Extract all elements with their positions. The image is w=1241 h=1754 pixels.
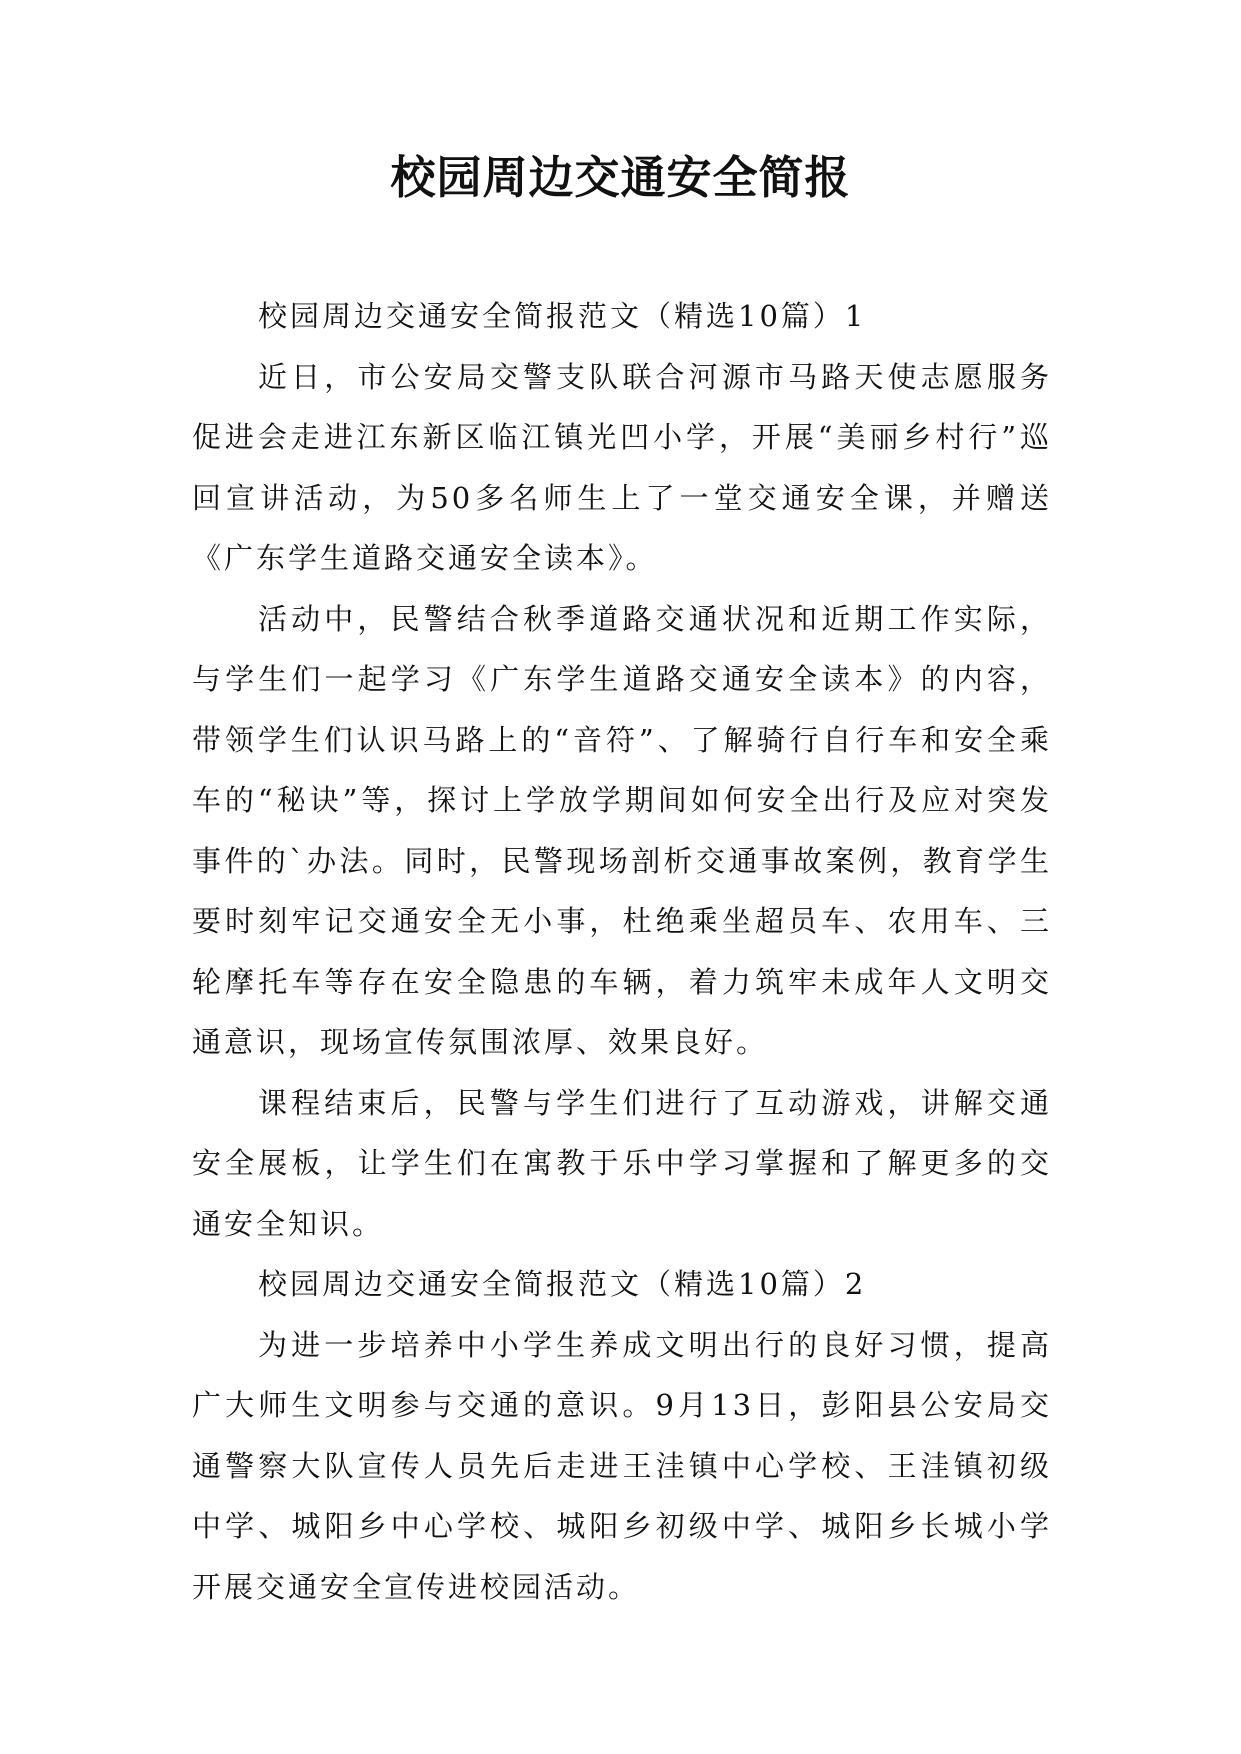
body-paragraph: 课程结束后，民警与学生们进行了互动游戏，讲解交通安全展板，让学生们在寓教于乐中学习掌握和了解更多的交通安全知识。 [192,1085,1052,1241]
section-heading-2: 校园周边交通安全简报范文（精选10篇）2 [258,1267,867,1301]
body-paragraph: 为进一步培养中小学生养成文明出行的良好习惯，提高广大师生文明参与交通的意识。9月13日，彭阳县公安局交通警察大队宣传人员先后走进王洼镇中心学校、王洼镇初级中学、城阳乡中心学校、城阳乡初级中学、城阳乡长城小学开展交通安全宣传进校园活动。 [192,1327,1052,1604]
body-paragraph: 活动中，民警结合秋季道路交通状况和近期工作实际，与学生们一起学习《广东学生道路交通安全读本》的内容，带领学生们认识马路上的“音符”、了解骑行自行车和安全乘车的“秘诀”等，探讨上学放学期间如何安全出行及应对突发事件的`办法。同时，民警现场剖析交通事故案例，教育学生要时刻牢记交通安全无小事，杜绝乘坐超员车、农用车、三轮摩托车等存在安全隐患的车辆，着力筑牢未成年人文明交通意识，现场宣传氛围浓厚、效果良好。 [192,601,1052,1059]
document-title: 校园周边交通安全简报 [390,151,851,204]
body-paragraph: 近日，市公安局交警支队联合河源市马路天使志愿服务促进会走进江东新区临江镇光凹小学，开展“美丽乡村行”巡回宣讲活动，为50多名师生上了一堂交通安全课，并赠送《广东学生道路交通安全读本》。 [192,359,1052,575]
section-heading-1: 校园周边交通安全简报范文（精选10篇）1 [258,299,867,333]
document-body [192,286,1052,1617]
